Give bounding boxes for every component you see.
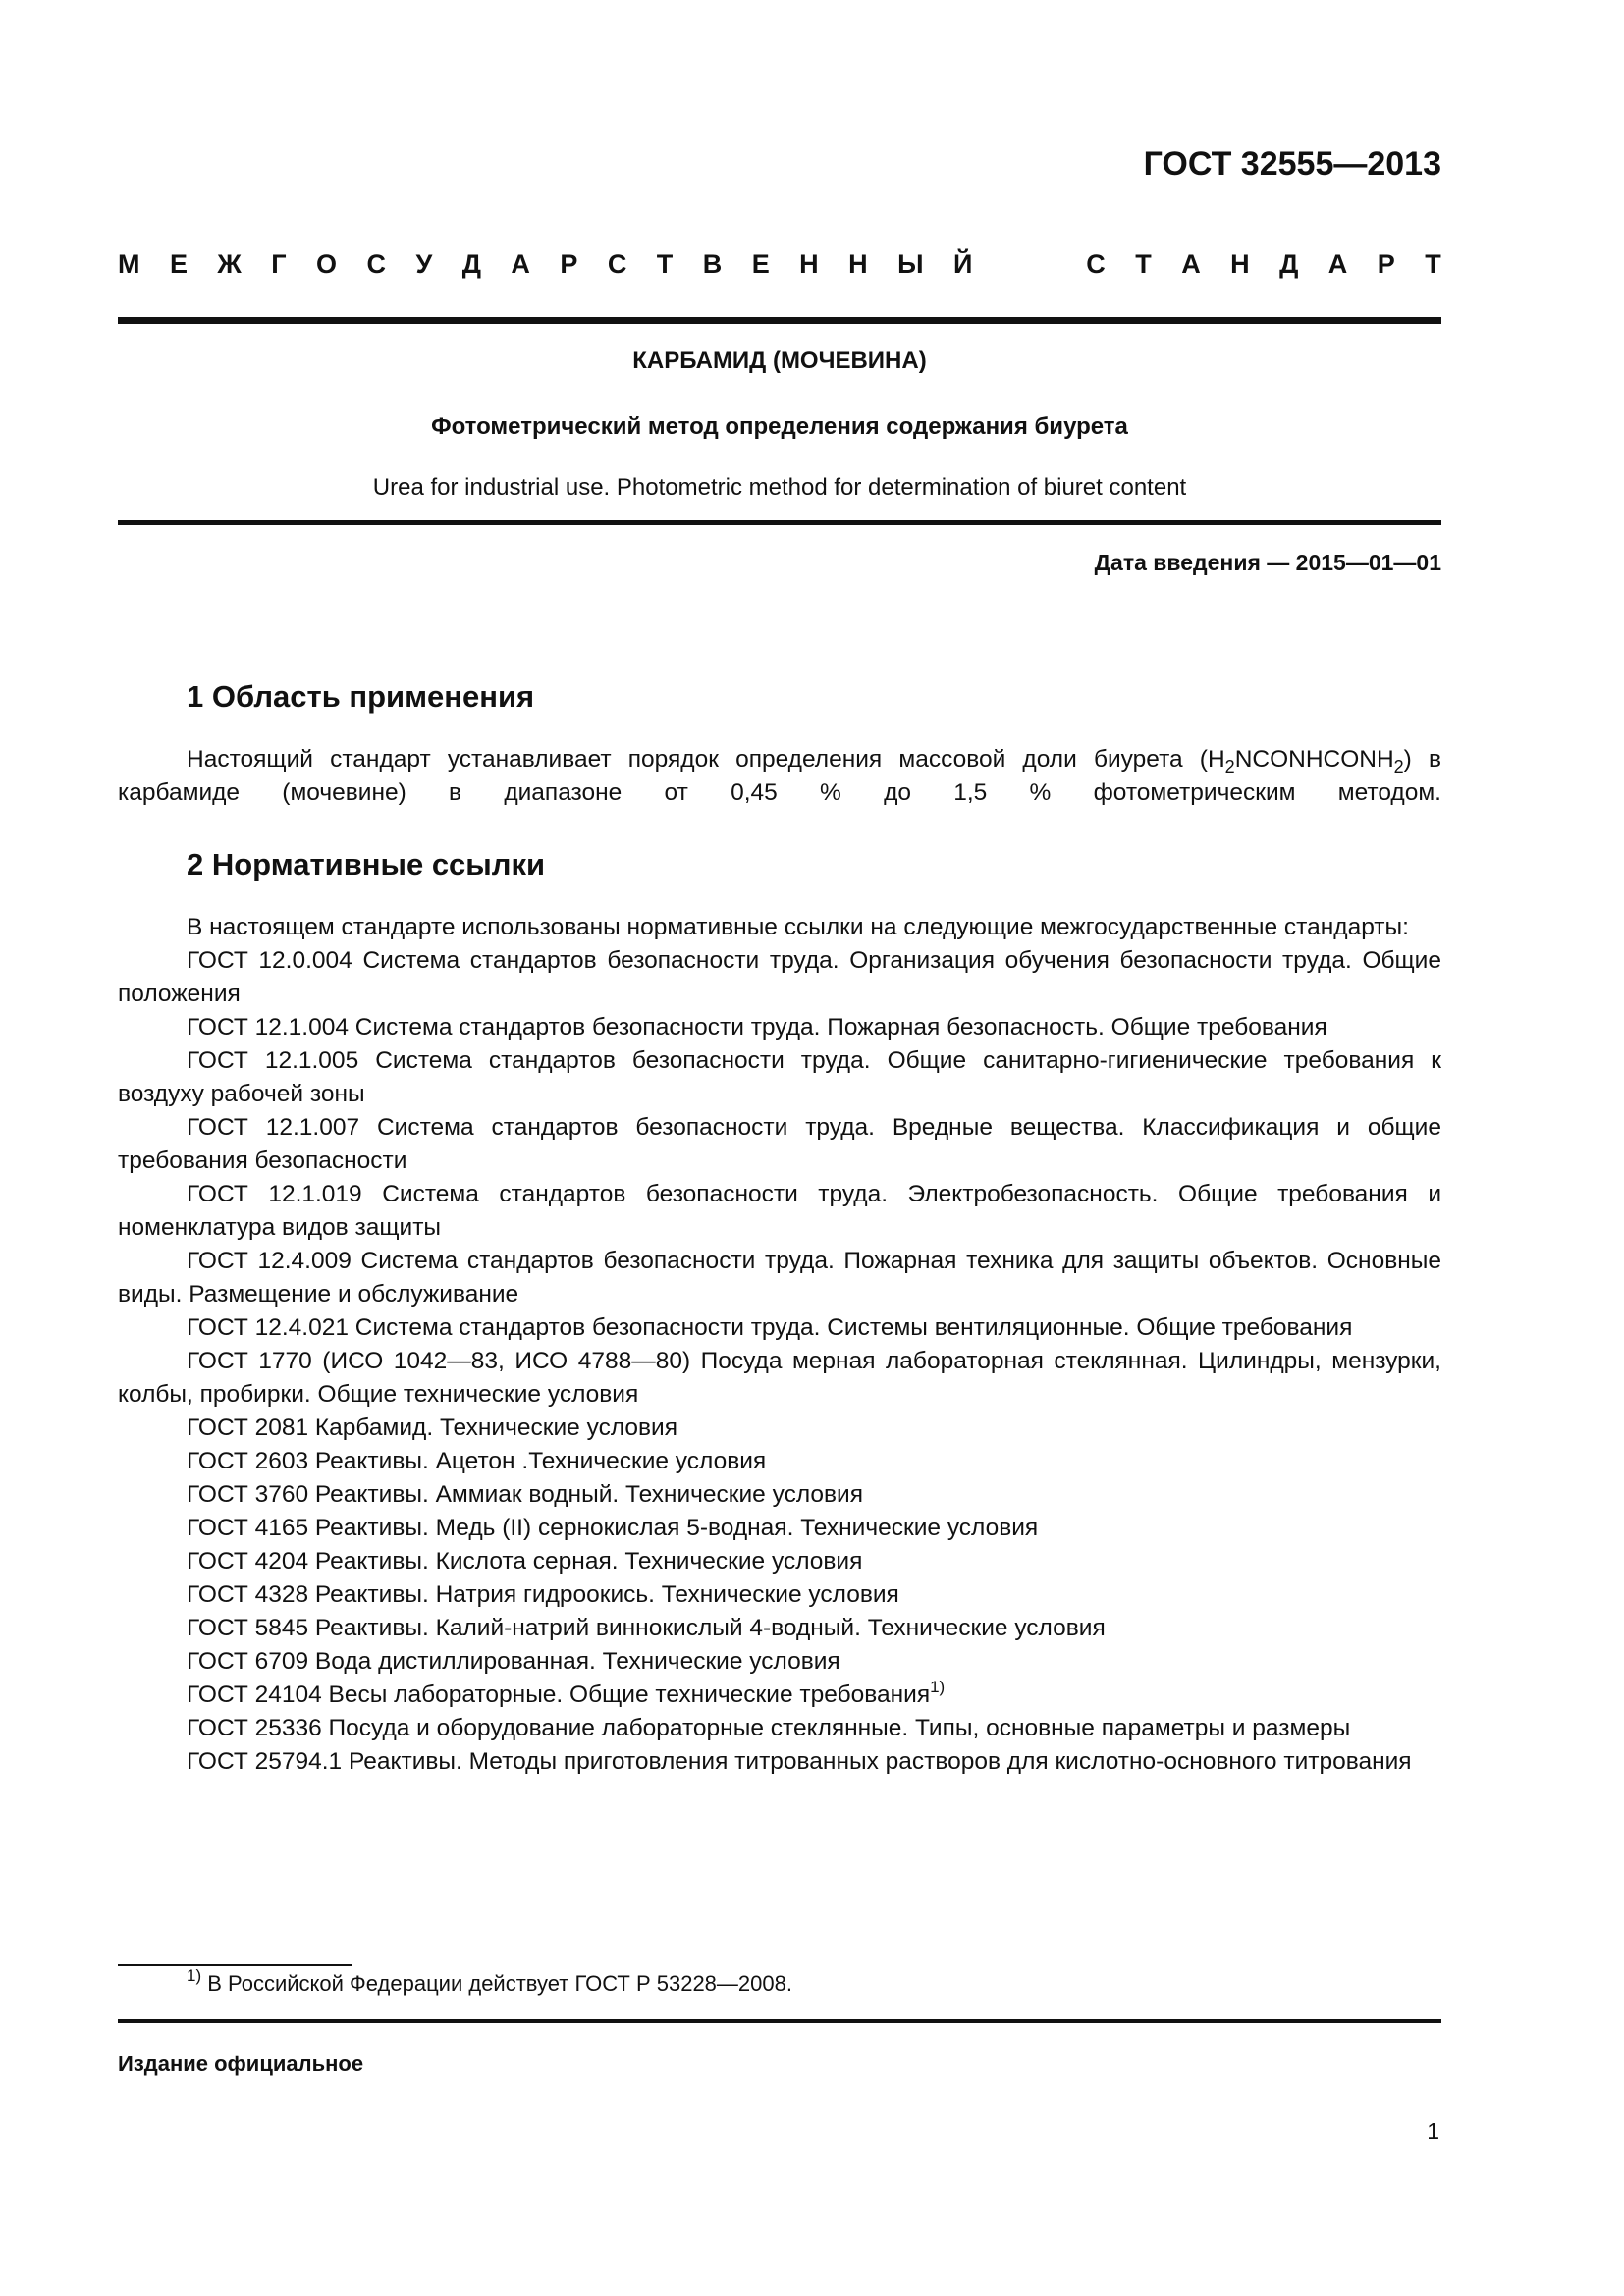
formula-text: NCONHCONH <box>1234 746 1394 773</box>
footnote-text: В Российской Федерации действует ГОСТ Р 53228—2008. <box>201 1971 792 1996</box>
reference-text: В настоящем стандарте использованы нормативные ссылки на следующие межгосударственные стандарты: <box>187 914 1409 940</box>
reference-item <box>118 1679 1441 1712</box>
reference-item <box>118 1178 1441 1245</box>
letter: Н <box>799 249 819 279</box>
reference-item <box>118 1745 1441 1779</box>
letter: О <box>316 249 338 279</box>
reference-item <box>118 1512 1441 1545</box>
reference-text: ГОСТ 12.1.007 Система стандартов безопасности труда. Вредные вещества. Классификация и общие требования безопасности <box>118 1114 1441 1174</box>
reference-text: ГОСТ 5845 Реактивы. Калий-натрий виннокислый 4-водный. Технические условия <box>187 1615 1106 1641</box>
letter: Д <box>461 249 481 279</box>
title-rule <box>118 520 1441 525</box>
footnote-reference-marker: 1) <box>930 1678 946 1696</box>
reference-item <box>118 944 1441 1011</box>
section-1-body <box>118 743 1441 810</box>
reference-item <box>118 1345 1441 1412</box>
footnote-separator <box>118 1964 352 1966</box>
letter: Р <box>1377 249 1395 279</box>
reference-item <box>118 1578 1441 1612</box>
reference-item <box>118 1612 1441 1645</box>
letter: С <box>366 249 387 279</box>
letter: Г <box>271 249 287 279</box>
reference-text: ГОСТ 25336 Посуда и оборудование лабораторные стеклянные. Типы, основные параметры и размеры <box>187 1715 1351 1741</box>
reference-text: ГОСТ 12.4.009 Система стандартов безопасности труда. Пожарная техника для защиты объектов. Основные виды. Размещение и обслуживание <box>118 1248 1441 1308</box>
formula-subscript: 2 <box>1224 757 1235 776</box>
reference-text: ГОСТ 6709 Вода дистиллированная. Технические условия <box>187 1648 840 1675</box>
letter: М <box>118 249 140 279</box>
scope-text-start: Настоящий стандарт устанавливает порядок определения массовой доли биурета (H <box>187 746 1225 773</box>
letter: Т <box>1135 249 1152 279</box>
introduction-date: Дата введения — 2015—01—01 <box>1094 550 1441 575</box>
reference-text: ГОСТ 3760 Реактивы. Аммиак водный. Технические условия <box>187 1481 864 1508</box>
document-subtitle-ru: Фотометрический метод определения содержания биурета <box>431 413 1128 440</box>
letter: Й <box>952 249 973 279</box>
letter: А <box>511 249 530 279</box>
page-number: 1 <box>1427 2118 1439 2144</box>
letter: А <box>1327 249 1348 279</box>
reference-text: ГОСТ 4328 Реактивы. Натрия гидроокись. Технические условия <box>187 1581 899 1608</box>
document-subtitle-en: Urea for industrial use. Photometric method for determination of biuret content <box>372 474 1187 501</box>
letter: Т <box>1425 249 1441 279</box>
footnote-marker: 1) <box>187 1966 202 1985</box>
document-title: КАРБАМИД (МОЧЕВИНА) <box>632 347 927 374</box>
reference-item <box>118 1311 1441 1345</box>
letter: У <box>415 249 433 279</box>
letter: Д <box>1279 249 1299 279</box>
word-gap <box>1002 249 1056 280</box>
letter: Ж <box>217 249 242 279</box>
reference-item <box>118 1011 1441 1044</box>
footer-rule <box>118 2019 1441 2023</box>
reference-text: ГОСТ 4165 Реактивы. Медь (II) сернокислая 5-водная. Технические условия <box>187 1515 1039 1541</box>
footnote <box>187 1966 792 1997</box>
reference-text: ГОСТ 12.0.004 Система стандартов безопасности труда. Организация обучения безопасности труда. Общие положения <box>118 947 1441 1007</box>
reference-item <box>118 1545 1441 1578</box>
letter: С <box>1086 249 1106 279</box>
letter: Ы <box>897 249 924 279</box>
header-rule <box>118 317 1441 324</box>
letter: Р <box>560 249 578 279</box>
section-1-heading: 1 Область применения <box>187 679 535 714</box>
reference-text: ГОСТ 24104 Весы лабораторные. Общие технические требования <box>187 1682 931 1708</box>
scope-paragraph <box>118 743 1441 810</box>
reference-text: ГОСТ 12.1.005 Система стандартов безопасности труда. Общие санитарно-гигиенические требования к воздуху рабочей зоны <box>118 1047 1441 1107</box>
reference-text: ГОСТ 12.1.004 Система стандартов безопасности труда. Пожарная безопасность. Общие требования <box>187 1014 1327 1041</box>
letter: Н <box>1230 249 1250 279</box>
letter: Е <box>169 249 188 279</box>
reference-text: ГОСТ 12.4.021 Система стандартов безопасности труда. Системы вентиляционные. Общие требования <box>187 1314 1353 1341</box>
reference-item <box>118 1445 1441 1478</box>
reference-text: ГОСТ 2081 Карбамид. Технические условия <box>187 1415 677 1441</box>
letter: Т <box>656 249 674 279</box>
section-2-heading: 2 Нормативные ссылки <box>187 847 546 881</box>
official-edition-label: Издание официальное <box>118 2052 364 2076</box>
reference-item <box>118 1645 1441 1679</box>
reference-item <box>118 1044 1441 1111</box>
reference-item <box>118 1111 1441 1178</box>
reference-item <box>118 1412 1441 1445</box>
reference-text: ГОСТ 1770 (ИСО 1042—83, ИСО 4788—80) Посуда мерная лабораторная стеклянная. Цилиндры, мензурки, колбы, пробирки. Общие технические условия <box>118 1348 1441 1408</box>
document-number: ГОСТ 32555—2013 <box>1143 145 1441 183</box>
normative-references-list <box>118 911 1441 1779</box>
reference-text: ГОСТ 12.1.019 Система стандартов безопасности труда. Электробезопасность. Общие требования и номенклатура видов защиты <box>118 1181 1441 1241</box>
standard-type-line <box>118 249 1441 280</box>
reference-text: ГОСТ 2603 Реактивы. Ацетон .Технические условия <box>187 1448 767 1474</box>
letter: С <box>607 249 627 279</box>
reference-item <box>118 1712 1441 1745</box>
scope-text-end: ) в карбамиде (мочевине) в диапазоне от 0,45 % до 1,5 % фотометрическим методом. <box>118 746 1442 806</box>
letter: А <box>1181 249 1201 279</box>
reference-item <box>118 1478 1441 1512</box>
reference-text: ГОСТ 4204 Реактивы. Кислота серная. Технические условия <box>187 1548 863 1575</box>
letter: Н <box>848 249 868 279</box>
references-intro <box>118 911 1441 944</box>
letter: Е <box>751 249 770 279</box>
reference-item <box>118 1245 1441 1311</box>
formula-subscript: 2 <box>1393 757 1404 776</box>
reference-text: ГОСТ 25794.1 Реактивы. Методы приготовления титрованных растворов для кислотно-основного титрования <box>187 1748 1412 1775</box>
letter: В <box>702 249 723 279</box>
